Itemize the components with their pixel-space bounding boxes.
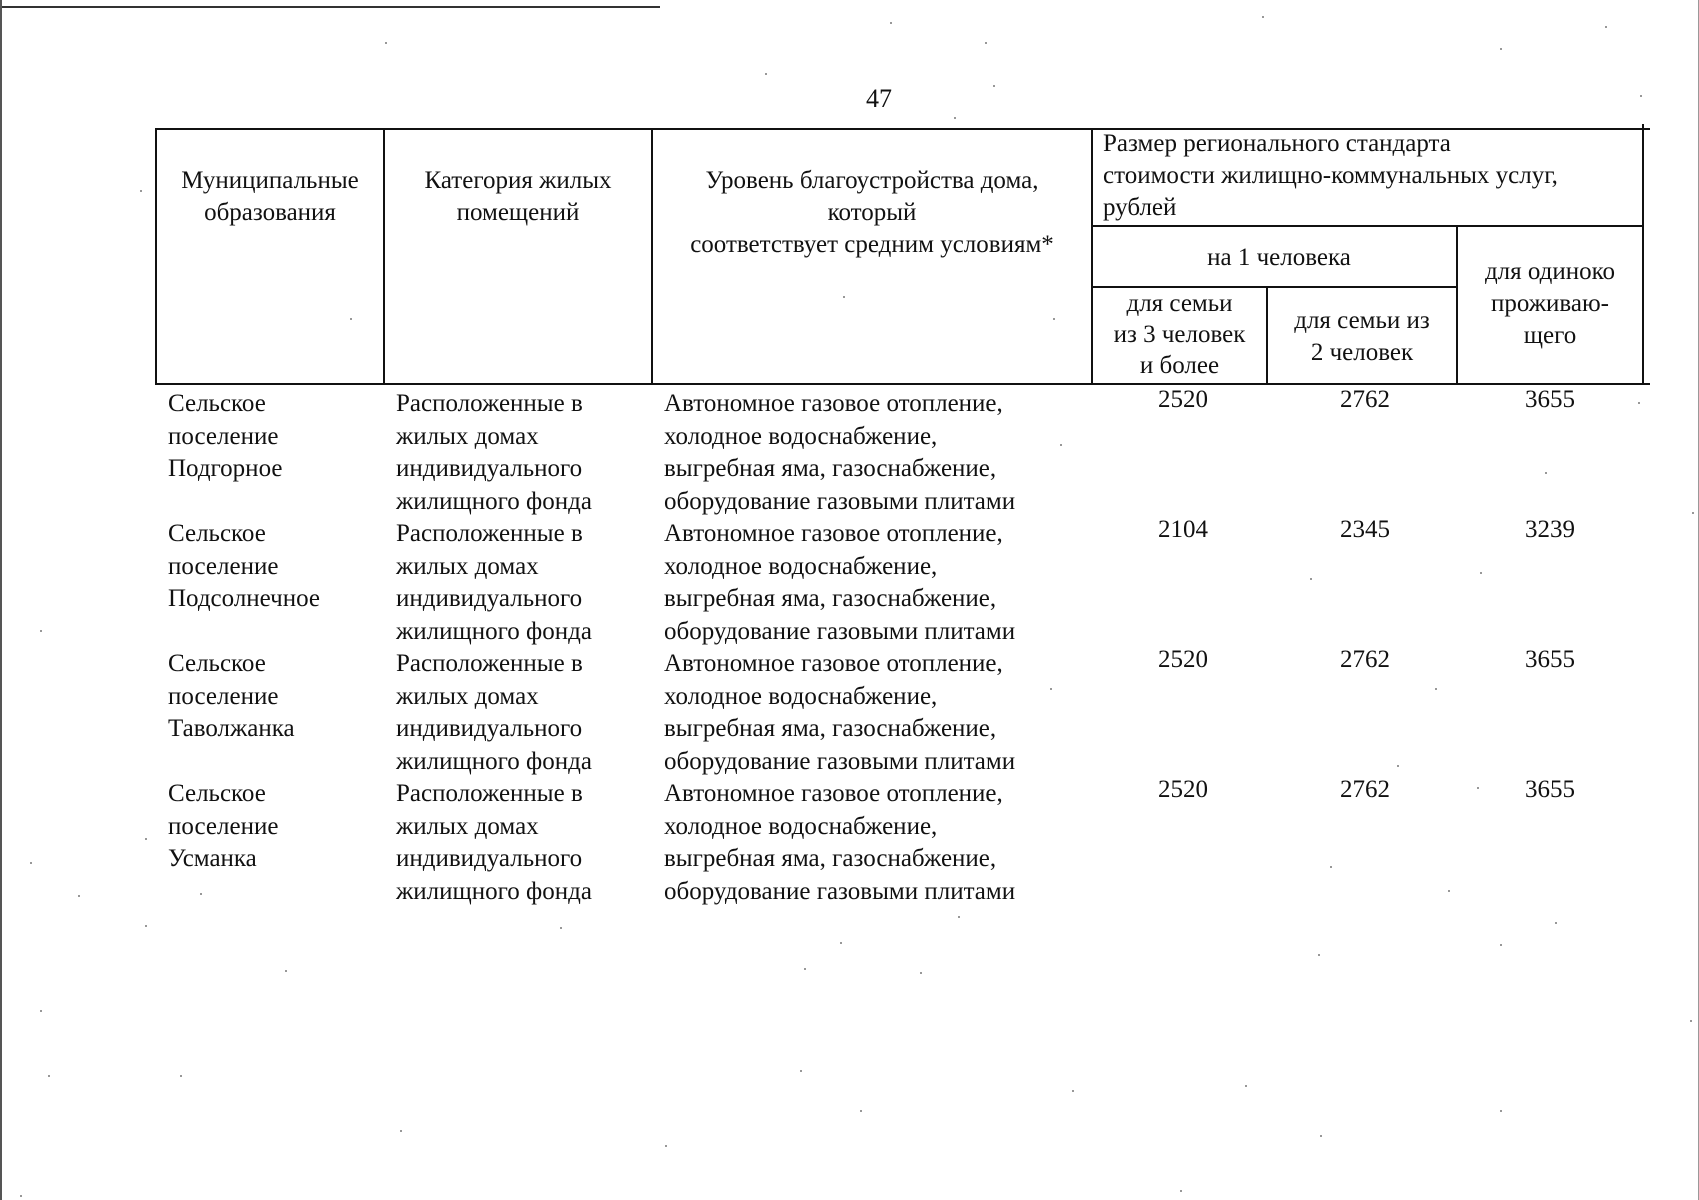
scan-speck (954, 117, 956, 119)
scan-speck (78, 895, 80, 897)
row-single: 3239 (1525, 516, 1575, 543)
scan-speck (145, 925, 147, 927)
scan-speck (1692, 512, 1694, 514)
header-divider-2 (651, 128, 653, 385)
header-municipality: Муниципальные образования (181, 167, 359, 226)
header-size-group: Размер регионального стандарта стоимости жилищно-коммунальных услуг, рублей (1103, 130, 1558, 221)
header-family3: для семьи из 3 человек и более (1113, 290, 1246, 379)
scan-speck (840, 942, 842, 944)
scan-speck (1545, 472, 1547, 474)
scan-speck (1262, 16, 1264, 18)
scan-speck (1050, 688, 1052, 690)
header-right-line (1642, 124, 1644, 385)
header-single: для одиноко проживаю- щего (1484, 258, 1616, 349)
row-level: Автономное газовое отопление, холодное водоснабжение, выгребная яма, газоснабжение, оборудование газовыми плитами (664, 390, 1016, 515)
row-family3: 2104 (1158, 516, 1208, 543)
row-category: Расположенные в жилых домах индивидуального жилищного фонда (396, 650, 592, 775)
row-level: Автономное газовое отопление, холодное водоснабжение, выгребная яма, газоснабжение, оборудование газовыми плитами (664, 650, 1016, 775)
scan-speck (993, 85, 995, 87)
scan-speck (1500, 944, 1502, 946)
row-family2: 2762 (1340, 646, 1390, 673)
scan-speck (1500, 48, 1502, 50)
scan-speck (40, 630, 42, 632)
scan-speck (180, 1075, 182, 1077)
row-level: Автономное газовое отопление, холодное водоснабжение, выгребная яма, газоснабжение, оборудование газовыми плитами (664, 520, 1016, 645)
scan-speck (1690, 1020, 1692, 1022)
scan-speck (1500, 1110, 1502, 1112)
scan-speck (140, 190, 142, 192)
scan-speck (1480, 572, 1482, 574)
scan-speck (285, 970, 287, 972)
scan-speck (920, 972, 922, 974)
header-level: Уровень благоустройства дома, который соответствует средним условиям* (690, 167, 1054, 258)
scan-speck (958, 916, 960, 918)
scan-speck (1605, 26, 1607, 28)
scan-speck (1477, 787, 1479, 789)
scan-speck (765, 73, 767, 75)
scan-speck (1330, 866, 1332, 868)
scan-speck (1318, 954, 1320, 956)
scan-speck (350, 318, 352, 320)
scan-speck (1640, 95, 1642, 97)
header-per-person: на 1 человека (1207, 244, 1351, 271)
scan-speck (1053, 318, 1055, 320)
scan-speck (860, 1110, 862, 1112)
scan-speck (1310, 578, 1312, 580)
row-category: Расположенные в жилых домах индивидуального жилищного фонда (396, 520, 592, 645)
scan-speck (1448, 890, 1450, 892)
row-family2: 2762 (1340, 386, 1390, 413)
row-level: Автономное газовое отопление, холодное водоснабжение, выгребная яма, газоснабжение, оборудование газовыми плитами (664, 780, 1016, 905)
scan-speck (1180, 1190, 1182, 1192)
size-group-bottom-line (1091, 225, 1644, 227)
header-bottom-line (155, 383, 1650, 385)
row-single: 3655 (1525, 386, 1575, 413)
header-left-line (155, 128, 157, 385)
scan-speck (1072, 1090, 1074, 1092)
scan-speck (385, 42, 387, 44)
row-municipality: Сельское поселение Усманка (168, 780, 279, 872)
scan-speck (804, 968, 806, 970)
scan-speck (400, 1130, 402, 1132)
row-single: 3655 (1525, 646, 1575, 673)
scan-speck (1060, 444, 1062, 446)
row-category: Расположенные в жилых домах индивидуального жилищного фонда (396, 390, 592, 515)
header-divider-1 (383, 128, 385, 385)
scan-speck (890, 22, 892, 24)
row-municipality: Сельское поселение Подсолнечное (168, 520, 321, 612)
scan-speck (20, 1195, 22, 1197)
row-family2: 2345 (1340, 516, 1390, 543)
scan-speck (985, 42, 987, 44)
scan-speck (200, 893, 202, 895)
scan-speck (665, 1145, 667, 1147)
scan-speck (843, 296, 845, 298)
page-number: 47 (866, 84, 892, 113)
row-municipality: Сельское поселение Таволжанка (168, 650, 295, 742)
row-family3: 2520 (1158, 776, 1208, 803)
scan-speck (1245, 1085, 1247, 1087)
row-family2: 2762 (1340, 776, 1390, 803)
scan-speck (1555, 922, 1557, 924)
scan-speck (40, 1010, 42, 1012)
header-category: Категория жилых помещений (424, 167, 612, 226)
scan-speck (1397, 765, 1399, 767)
row-family3: 2520 (1158, 386, 1208, 413)
scan-speck (560, 927, 562, 929)
row-category: Расположенные в жилых домах индивидуального жилищного фонда (396, 780, 592, 905)
scan-speck (30, 862, 32, 864)
scan-speck (800, 1070, 802, 1072)
row-municipality: Сельское поселение Подгорное (168, 390, 283, 482)
scan-speck (1320, 1135, 1322, 1137)
header-family2: для семьи из 2 человек (1294, 307, 1430, 366)
scan-speck (145, 838, 147, 840)
row-family3: 2520 (1158, 646, 1208, 673)
scan-speck (48, 1075, 50, 1077)
scan-speck (1638, 402, 1640, 404)
scan-speck (1435, 688, 1437, 690)
row-single: 3655 (1525, 776, 1575, 803)
